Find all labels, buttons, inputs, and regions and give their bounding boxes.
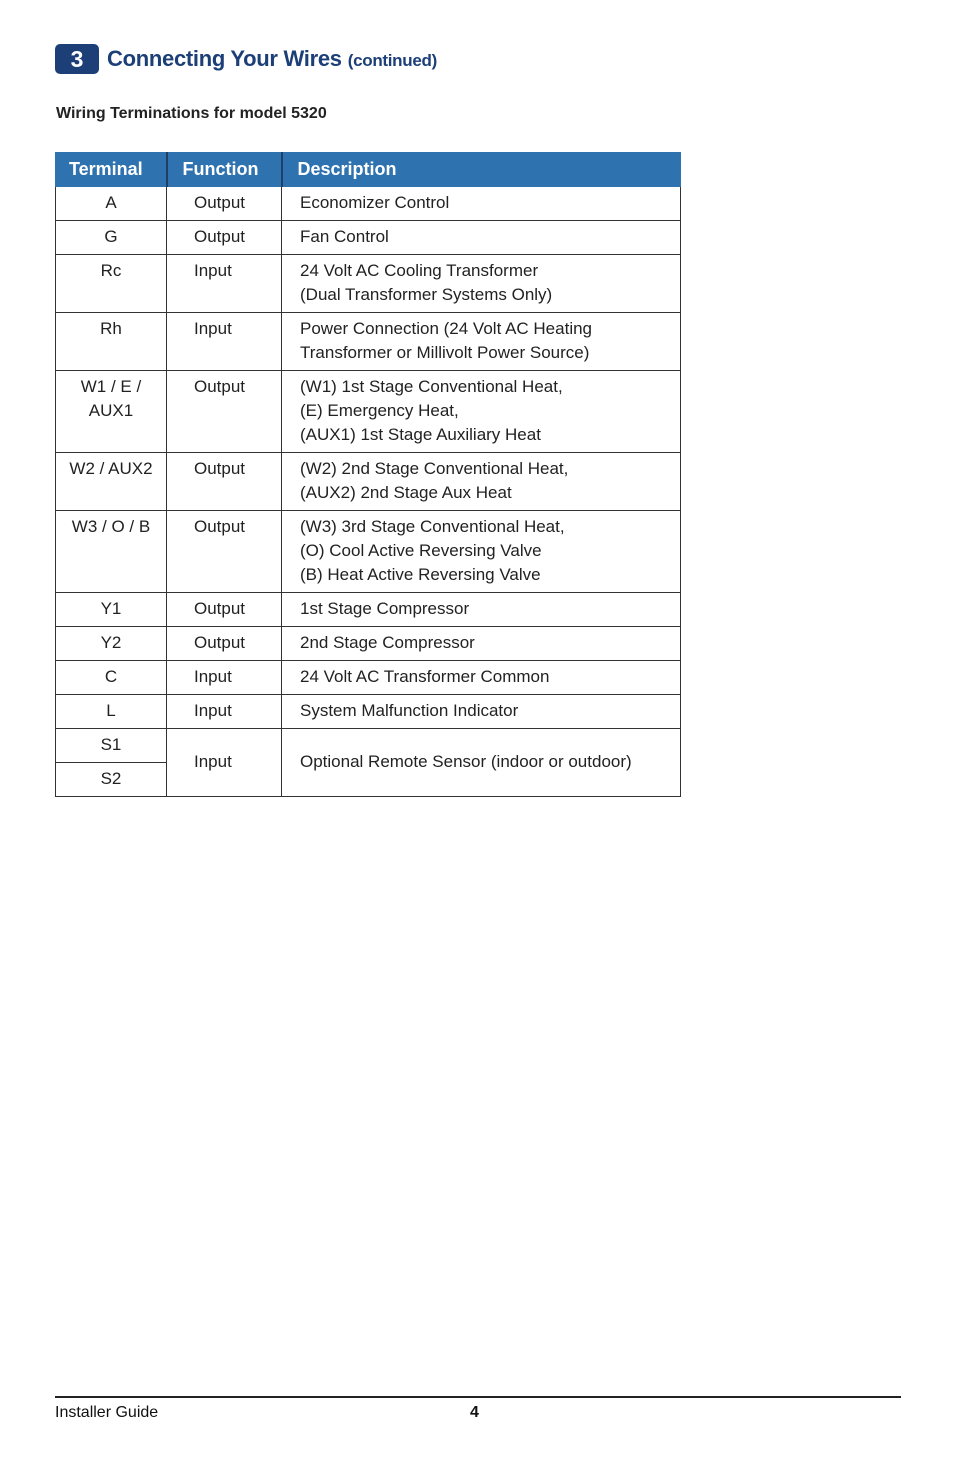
header-function: Function	[167, 153, 282, 187]
table-row	[56, 511, 681, 593]
description-cell-line: (B) Heat Active Reversing Valve	[300, 565, 541, 584]
terminal-cell: S1	[56, 729, 167, 763]
description-cell-line: 24 Volt AC Transformer Common	[300, 667, 550, 686]
description-cell	[282, 187, 681, 221]
description-cell	[282, 695, 681, 729]
description-cell-line: Fan Control	[300, 227, 389, 246]
description-cell-line: 2nd Stage Compressor	[300, 633, 475, 652]
description-cell-line: (Dual Transformer Systems Only)	[300, 285, 553, 304]
description-cell-line: Economizer Control	[300, 193, 450, 212]
terminal-cell: Y2	[56, 627, 167, 661]
function-cell: Output	[167, 511, 282, 593]
table-row	[56, 371, 681, 453]
table-row	[56, 313, 681, 371]
table-caption: Wiring Terminations for model 5320	[56, 105, 327, 122]
function-cell: Output	[167, 627, 282, 661]
table-row	[56, 695, 681, 729]
function-cell: Output	[167, 371, 282, 453]
table-header-row	[56, 153, 681, 187]
function-cell: Input	[167, 255, 282, 313]
description-cell	[282, 627, 681, 661]
function-cell: Output	[167, 221, 282, 255]
section-number-badge: 3	[55, 44, 99, 74]
description-cell-line: System Malfunction Indicator	[300, 701, 519, 720]
table-row	[56, 593, 681, 627]
description-cell	[282, 255, 681, 313]
terminal-cell: W2 / AUX2	[56, 453, 167, 511]
table-row	[56, 661, 681, 695]
title-suffix: (continued)	[347, 51, 437, 70]
table-body	[56, 187, 681, 797]
function-cell: Input	[167, 313, 282, 371]
footer-doc-title: Installer Guide	[55, 1404, 159, 1421]
terminal-cell-line: W1 / E /	[80, 377, 142, 396]
function-cell: Output	[167, 187, 282, 221]
description-cell	[282, 593, 681, 627]
terminal-cell: C	[56, 661, 167, 695]
terminal-cell: Y1	[56, 593, 167, 627]
table-row	[56, 453, 681, 511]
description-cell: Optional Remote Sensor (indoor or outdoor)	[282, 729, 681, 797]
function-cell: Input	[167, 729, 282, 797]
title-text: Connecting Your Wires	[107, 46, 342, 71]
description-cell	[282, 453, 681, 511]
terminal-cell: S2	[56, 763, 167, 797]
description-cell	[282, 661, 681, 695]
description-cell-line: (AUX1) 1st Stage Auxiliary Heat	[300, 425, 541, 444]
page-title	[107, 46, 437, 72]
wiring-table	[55, 152, 681, 797]
description-cell-line: (W1) 1st Stage Conventional Heat,	[300, 377, 563, 396]
description-cell-line: (AUX2) 2nd Stage Aux Heat	[300, 483, 512, 502]
description-cell-line: 24 Volt AC Cooling Transformer	[300, 261, 539, 280]
terminal-cell: Rh	[56, 313, 167, 371]
description-cell-line: Transformer or Millivolt Power Source)	[300, 343, 590, 362]
description-cell-line: (W3) 3rd Stage Conventional Heat,	[300, 517, 565, 536]
table-row	[56, 255, 681, 313]
table-row	[56, 221, 681, 255]
description-cell-line: (E) Emergency Heat,	[300, 401, 459, 420]
table-row	[56, 627, 681, 661]
function-cell: Output	[167, 453, 282, 511]
description-cell	[282, 221, 681, 255]
terminal-cell-line: AUX1	[88, 401, 134, 420]
footer-divider	[55, 1396, 901, 1398]
terminal-cell: L	[56, 695, 167, 729]
terminal-cell: G	[56, 221, 167, 255]
table-row	[56, 729, 681, 763]
function-cell: Output	[167, 593, 282, 627]
description-cell-line: (W2) 2nd Stage Conventional Heat,	[300, 459, 569, 478]
description-cell	[282, 371, 681, 453]
description-cell-line: 1st Stage Compressor	[300, 599, 470, 618]
table-row	[56, 187, 681, 221]
description-cell-line: Power Connection (24 Volt AC Heating	[300, 319, 593, 338]
description-cell	[282, 313, 681, 371]
function-cell: Input	[167, 661, 282, 695]
terminal-cell: A	[56, 187, 167, 221]
description-cell-line: (O) Cool Active Reversing Valve	[300, 541, 542, 560]
terminal-cell	[56, 371, 167, 453]
header-description: Description	[282, 153, 681, 187]
section-header	[55, 44, 437, 74]
page-number: 4	[470, 1404, 479, 1421]
header-terminal: Terminal	[56, 153, 167, 187]
terminal-cell: Rc	[56, 255, 167, 313]
description-cell	[282, 511, 681, 593]
function-cell: Input	[167, 695, 282, 729]
terminal-cell: W3 / O / B	[56, 511, 167, 593]
